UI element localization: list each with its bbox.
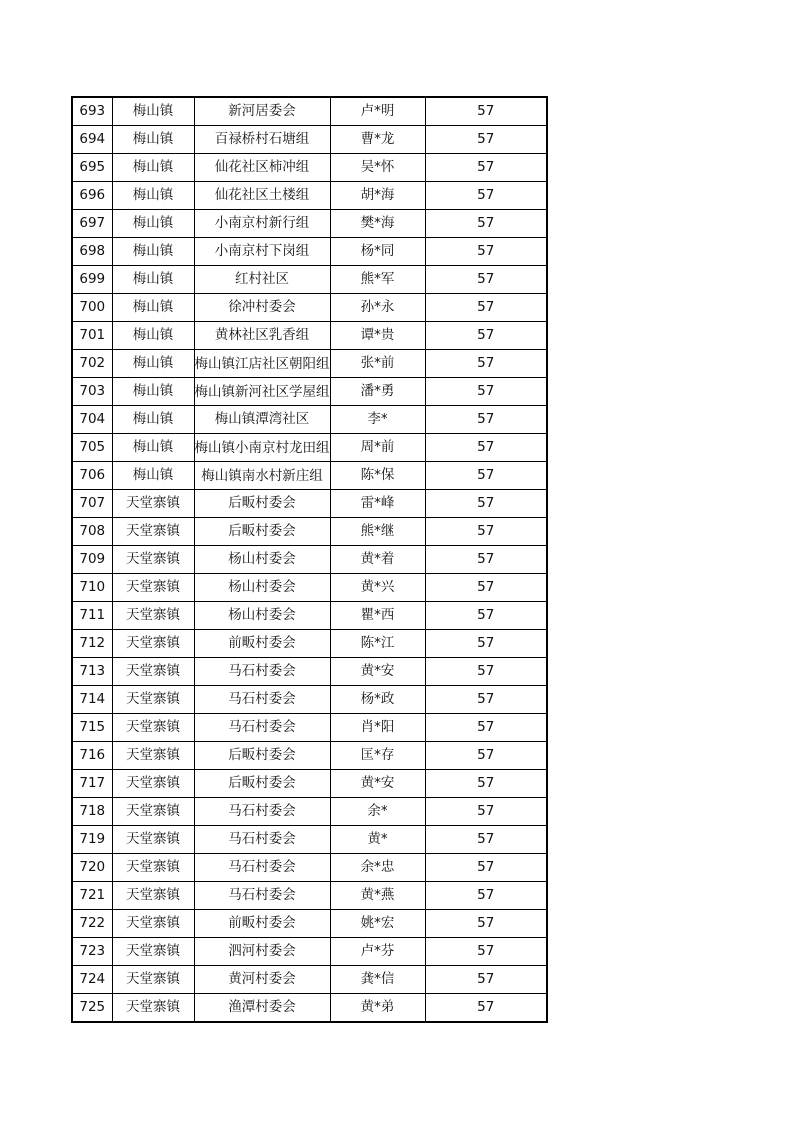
cell-age: 57: [425, 994, 547, 1023]
cell-name: 黄*弟: [330, 994, 425, 1023]
cell-name: 黄*安: [330, 770, 425, 798]
cell-village: 仙花社区土楼组: [194, 182, 330, 210]
table-row: [72, 686, 547, 714]
cell-age: 57: [425, 518, 547, 546]
cell-name: 曹*龙: [330, 126, 425, 154]
cell-name: 余*: [330, 798, 425, 826]
cell-no: 720: [72, 854, 112, 882]
cell-town: 梅山镇: [112, 210, 194, 238]
cell-no: 693: [72, 97, 112, 126]
cell-age: 57: [425, 602, 547, 630]
cell-no: 709: [72, 546, 112, 574]
cell-name: 熊*军: [330, 266, 425, 294]
cell-village: 杨山村委会: [194, 574, 330, 602]
cell-town: 天堂寨镇: [112, 938, 194, 966]
cell-no: 714: [72, 686, 112, 714]
cell-age: 57: [425, 266, 547, 294]
cell-village: 马石村委会: [194, 686, 330, 714]
cell-town: 天堂寨镇: [112, 882, 194, 910]
cell-name: 吴*怀: [330, 154, 425, 182]
cell-village: 黄林社区乳香组: [194, 322, 330, 350]
cell-town: 梅山镇: [112, 238, 194, 266]
cell-age: 57: [425, 770, 547, 798]
cell-age: 57: [425, 126, 547, 154]
table-row: [72, 406, 547, 434]
cell-name: 余*忠: [330, 854, 425, 882]
table-row: [72, 266, 547, 294]
cell-no: 702: [72, 350, 112, 378]
cell-town: 梅山镇: [112, 126, 194, 154]
cell-no: 705: [72, 434, 112, 462]
table-row: [72, 826, 547, 854]
table-row: [72, 238, 547, 266]
table-row: [72, 210, 547, 238]
cell-no: 710: [72, 574, 112, 602]
cell-age: 57: [425, 434, 547, 462]
cell-no: 706: [72, 462, 112, 490]
cell-age: 57: [425, 406, 547, 434]
cell-name: 黄*兴: [330, 574, 425, 602]
cell-town: 梅山镇: [112, 350, 194, 378]
table-row: [72, 630, 547, 658]
cell-name: 瞿*西: [330, 602, 425, 630]
cell-name: 陈*保: [330, 462, 425, 490]
cell-village: 杨山村委会: [194, 546, 330, 574]
table-row: [72, 658, 547, 686]
table-row: [72, 350, 547, 378]
cell-village: 梅山镇江店社区朝阳组: [194, 350, 330, 378]
cell-age: 57: [425, 658, 547, 686]
cell-age: 57: [425, 686, 547, 714]
cell-no: 722: [72, 910, 112, 938]
cell-town: 天堂寨镇: [112, 910, 194, 938]
table-row: [72, 938, 547, 966]
cell-no: 712: [72, 630, 112, 658]
table-row: [72, 490, 547, 518]
cell-age: 57: [425, 462, 547, 490]
cell-age: 57: [425, 350, 547, 378]
table-row: [72, 602, 547, 630]
cell-age: 57: [425, 966, 547, 994]
cell-village: 徐冲村委会: [194, 294, 330, 322]
cell-town: 梅山镇: [112, 406, 194, 434]
cell-name: 黄*安: [330, 658, 425, 686]
cell-no: 717: [72, 770, 112, 798]
cell-no: 724: [72, 966, 112, 994]
cell-village: 马石村委会: [194, 658, 330, 686]
cell-village: 梅山镇潭湾社区: [194, 406, 330, 434]
cell-village: 黄河村委会: [194, 966, 330, 994]
cell-age: 57: [425, 546, 547, 574]
cell-town: 天堂寨镇: [112, 742, 194, 770]
cell-no: 719: [72, 826, 112, 854]
cell-name: 黄*: [330, 826, 425, 854]
table-row: [72, 154, 547, 182]
cell-town: 梅山镇: [112, 322, 194, 350]
cell-age: 57: [425, 238, 547, 266]
cell-village: 前畈村委会: [194, 630, 330, 658]
table-row: [72, 546, 547, 574]
cell-age: 57: [425, 574, 547, 602]
cell-town: 天堂寨镇: [112, 630, 194, 658]
cell-no: 701: [72, 322, 112, 350]
cell-no: 703: [72, 378, 112, 406]
table-row: [72, 434, 547, 462]
cell-town: 天堂寨镇: [112, 602, 194, 630]
cell-name: 谭*贵: [330, 322, 425, 350]
cell-town: 梅山镇: [112, 294, 194, 322]
cell-town: 天堂寨镇: [112, 714, 194, 742]
table-row: [72, 910, 547, 938]
cell-no: 718: [72, 798, 112, 826]
cell-town: 天堂寨镇: [112, 546, 194, 574]
cell-age: 57: [425, 798, 547, 826]
cell-no: 716: [72, 742, 112, 770]
cell-no: 694: [72, 126, 112, 154]
cell-no: 704: [72, 406, 112, 434]
cell-town: 天堂寨镇: [112, 798, 194, 826]
cell-name: 杨*政: [330, 686, 425, 714]
roster-table: [71, 96, 548, 1023]
table-row: [72, 854, 547, 882]
cell-village: 后畈村委会: [194, 770, 330, 798]
cell-village: 马石村委会: [194, 826, 330, 854]
cell-town: 天堂寨镇: [112, 658, 194, 686]
cell-no: 698: [72, 238, 112, 266]
cell-village: 杨山村委会: [194, 602, 330, 630]
cell-village: 小南京村下岗组: [194, 238, 330, 266]
cell-village: 梅山镇小南京村龙田组: [194, 434, 330, 462]
table-row: [72, 994, 547, 1023]
cell-no: 723: [72, 938, 112, 966]
table-row: [72, 97, 547, 126]
cell-name: 黄*燕: [330, 882, 425, 910]
table-row: [72, 574, 547, 602]
cell-village: 仙花社区柿冲组: [194, 154, 330, 182]
cell-town: 天堂寨镇: [112, 966, 194, 994]
cell-name: 陈*江: [330, 630, 425, 658]
table-row: [72, 322, 547, 350]
cell-no: 700: [72, 294, 112, 322]
cell-age: 57: [425, 210, 547, 238]
cell-age: 57: [425, 742, 547, 770]
table-row: [72, 182, 547, 210]
cell-town: 天堂寨镇: [112, 994, 194, 1023]
cell-name: 胡*海: [330, 182, 425, 210]
cell-village: 泗河村委会: [194, 938, 330, 966]
cell-name: 卢*芬: [330, 938, 425, 966]
cell-age: 57: [425, 714, 547, 742]
cell-no: 725: [72, 994, 112, 1023]
cell-no: 721: [72, 882, 112, 910]
table-row: [72, 966, 547, 994]
cell-name: 黄*着: [330, 546, 425, 574]
cell-name: 潘*勇: [330, 378, 425, 406]
cell-town: 梅山镇: [112, 434, 194, 462]
cell-no: 715: [72, 714, 112, 742]
cell-no: 711: [72, 602, 112, 630]
cell-village: 马石村委会: [194, 854, 330, 882]
table-row: [72, 462, 547, 490]
table-row: [72, 770, 547, 798]
table-row: [72, 378, 547, 406]
cell-town: 天堂寨镇: [112, 770, 194, 798]
cell-village: 前畈村委会: [194, 910, 330, 938]
cell-age: 57: [425, 630, 547, 658]
cell-village: 渔潭村委会: [194, 994, 330, 1023]
cell-name: 孙*永: [330, 294, 425, 322]
cell-town: 梅山镇: [112, 462, 194, 490]
cell-town: 天堂寨镇: [112, 518, 194, 546]
cell-village: 马石村委会: [194, 714, 330, 742]
cell-name: 周*前: [330, 434, 425, 462]
cell-age: 57: [425, 826, 547, 854]
cell-name: 雷*峰: [330, 490, 425, 518]
cell-town: 天堂寨镇: [112, 686, 194, 714]
cell-name: 卢*明: [330, 97, 425, 126]
cell-town: 天堂寨镇: [112, 574, 194, 602]
cell-age: 57: [425, 910, 547, 938]
cell-age: 57: [425, 490, 547, 518]
cell-village: 马石村委会: [194, 798, 330, 826]
cell-age: 57: [425, 154, 547, 182]
cell-town: 梅山镇: [112, 97, 194, 126]
cell-name: 肖*阳: [330, 714, 425, 742]
cell-town: 梅山镇: [112, 378, 194, 406]
table-row: [72, 714, 547, 742]
cell-no: 696: [72, 182, 112, 210]
cell-name: 李*: [330, 406, 425, 434]
cell-age: 57: [425, 97, 547, 126]
table-row: [72, 518, 547, 546]
cell-village: 百禄桥村石塘组: [194, 126, 330, 154]
cell-age: 57: [425, 294, 547, 322]
cell-village: 后畈村委会: [194, 490, 330, 518]
cell-village: 小南京村新行组: [194, 210, 330, 238]
cell-age: 57: [425, 378, 547, 406]
cell-no: 697: [72, 210, 112, 238]
cell-village: 红村社区: [194, 266, 330, 294]
cell-no: 699: [72, 266, 112, 294]
cell-town: 梅山镇: [112, 154, 194, 182]
cell-name: 樊*海: [330, 210, 425, 238]
cell-village: 后畈村委会: [194, 518, 330, 546]
cell-name: 熊*继: [330, 518, 425, 546]
cell-town: 天堂寨镇: [112, 490, 194, 518]
cell-no: 695: [72, 154, 112, 182]
table-row: [72, 126, 547, 154]
cell-village: 后畈村委会: [194, 742, 330, 770]
cell-name: 匡*存: [330, 742, 425, 770]
cell-age: 57: [425, 882, 547, 910]
cell-no: 713: [72, 658, 112, 686]
cell-village: 新河居委会: [194, 97, 330, 126]
cell-age: 57: [425, 854, 547, 882]
cell-age: 57: [425, 322, 547, 350]
table-row: [72, 294, 547, 322]
cell-village: 梅山镇南水村新庄组: [194, 462, 330, 490]
table-row: [72, 882, 547, 910]
table-row: [72, 742, 547, 770]
cell-town: 梅山镇: [112, 182, 194, 210]
cell-name: 龚*信: [330, 966, 425, 994]
cell-age: 57: [425, 938, 547, 966]
cell-name: 张*前: [330, 350, 425, 378]
cell-town: 天堂寨镇: [112, 826, 194, 854]
cell-town: 天堂寨镇: [112, 854, 194, 882]
cell-no: 708: [72, 518, 112, 546]
cell-age: 57: [425, 182, 547, 210]
cell-village: 马石村委会: [194, 882, 330, 910]
cell-no: 707: [72, 490, 112, 518]
table-row: [72, 798, 547, 826]
cell-town: 梅山镇: [112, 266, 194, 294]
cell-name: 杨*同: [330, 238, 425, 266]
cell-name: 姚*宏: [330, 910, 425, 938]
cell-village: 梅山镇新河社区学屋组: [194, 378, 330, 406]
roster-table-body: [72, 97, 547, 1022]
